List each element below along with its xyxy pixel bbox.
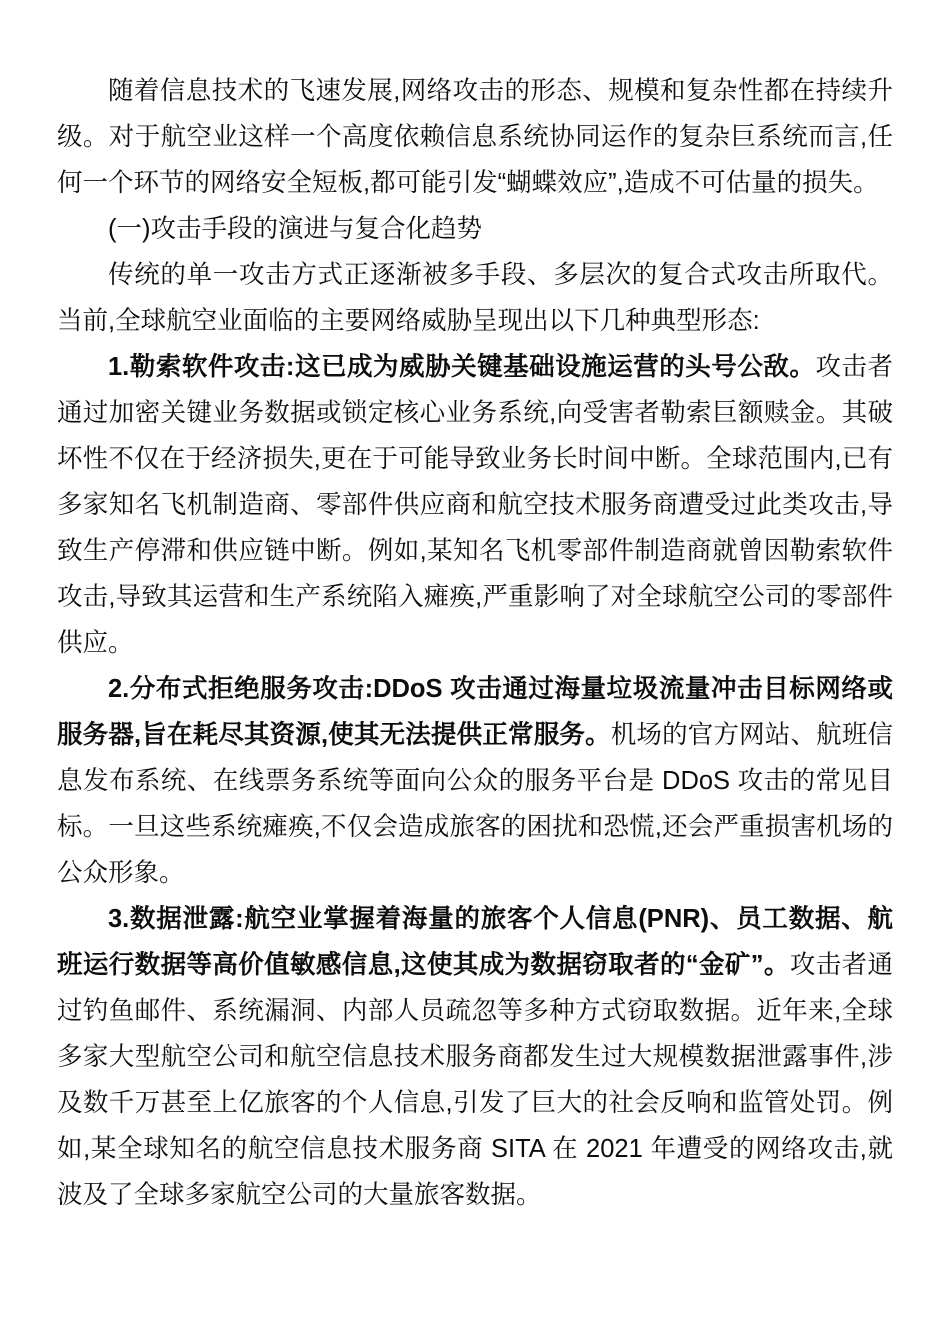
intro-paragraph <box>57 68 893 206</box>
document-body <box>57 68 893 1218</box>
text-run: 机场的官方网站、航班信息发布系统、在线票务系统等面向公众的服务平台是 DDoS 攻击的常见目标。一旦这些系统瘫痪,不仅会造成旅客的困扰和恐慌,还会严重损害机场的公众形象。 <box>57 721 893 887</box>
item-ransomware <box>57 344 893 666</box>
bold-run: 3.数据泄露:航空业掌握着海量的旅客个人信息(PNR)、员工数据、航班运行数据等高价值敏感信息,这使其成为数据窃取者的“金矿”。 <box>57 905 893 979</box>
text-run: 攻击者通过加密关键业务数据或锁定核心业务系统,向受害者勒索巨额赎金。其破坏性不仅在于经济损失,更在于可能导致业务长时间中断。全球范围内,已有多家知名飞机制造商、零部件供应商和航空技术服务商遭受过此类攻击,导致生产停滞和供应链中断。例如,某知名飞机零部件制造商就曾因勒索软件攻击,导致其运营和生产系统陷入瘫痪,严重影响了对全球航空公司的零部件供应。 <box>57 353 893 657</box>
section-heading-one <box>57 206 893 252</box>
item-data-breach <box>57 896 893 1218</box>
text-run: (一)攻击手段的演进与复合化趋势 <box>108 215 482 243</box>
text-run: 传统的单一攻击方式正逐渐被多手段、多层次的复合式攻击所取代。当前,全球航空业面临的主要网络威胁呈现出以下几种典型形态: <box>57 261 893 335</box>
text-run: 随着信息技术的飞速发展,网络攻击的形态、规模和复杂性都在持续升级。对于航空业这样一个高度依赖信息系统协同运作的复杂巨系统而言,任何一个环节的网络安全短板,都可能引发“蝴蝶效应”,造成不可估量的损失。 <box>57 77 893 197</box>
item-ddos <box>57 666 893 896</box>
bold-run: 1.勒索软件攻击:这已成为威胁关键基础设施运营的头号公敌。 <box>108 353 816 381</box>
section-one-intro <box>57 252 893 344</box>
text-run: 攻击者通过钓鱼邮件、系统漏洞、内部人员疏忽等多种方式窃取数据。近年来,全球多家大型航空公司和航空信息技术服务商都发生过大规模数据泄露事件,涉及数千万甚至上亿旅客的个人信息,引发了巨大的社会反响和监管处罚。例如,某全球知名的航空信息技术服务商 SITA 在 2021 年遭受的网络攻击,就波及了全球多家航空公司的大量旅客数据。 <box>57 951 893 1209</box>
bold-run: 2.分布式拒绝服务攻击:DDoS 攻击通过海量垃圾流量冲击目标网络或服务器,旨在耗尽其资源,使其无法提供正常服务。 <box>57 675 893 749</box>
